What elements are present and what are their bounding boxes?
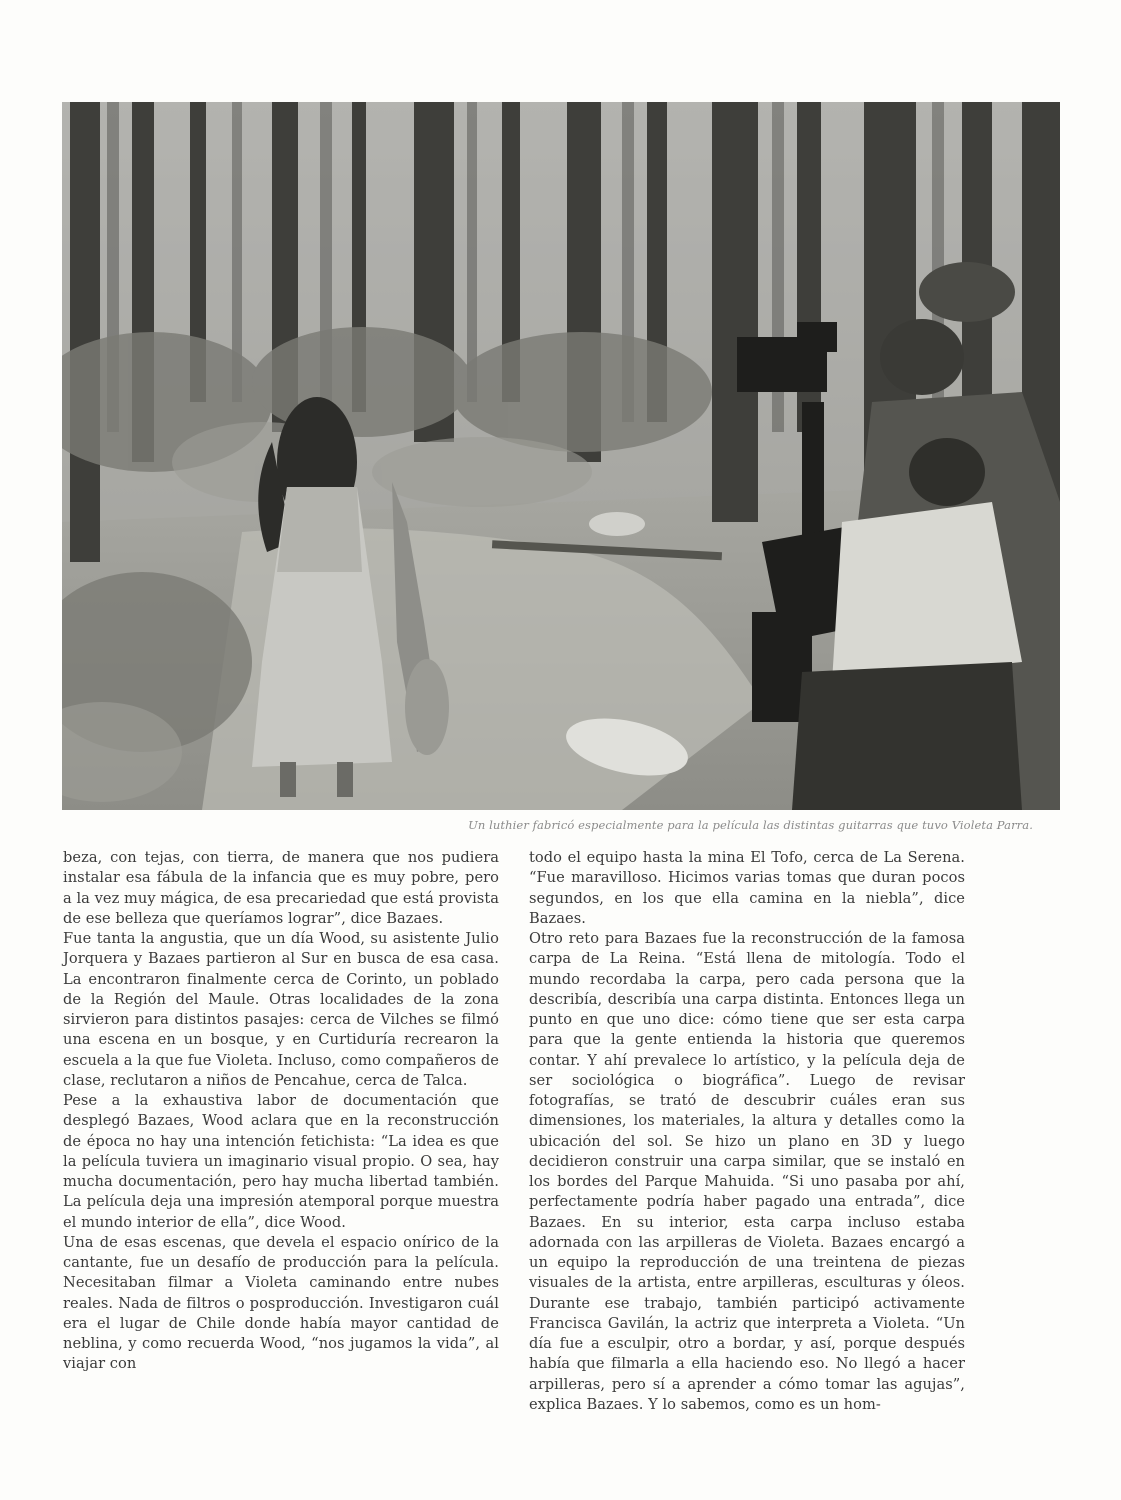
paragraph: todo el equipo hasta la mina El Tofo, cerca de La Serena. “Fue maravilloso. Hicimos varias tomas que duran pocos segundos, en los que ella camina en la niebla”, dice Bazaes.: [529, 849, 965, 927]
article-column-left: [63, 848, 499, 1375]
paragraph: beza, con tejas, con tierra, de manera que nos pudiera instalar esa fábula de la infancia que es muy pobre, pero a la vez muy mágica, de esa precariedad que está provista de ese belleza que queríamos lograr”, dice Bazaes.: [63, 849, 499, 927]
film-set-photo: [62, 102, 1060, 810]
paragraph: Pese a la exhaustiva labor de documentación que desplegó Bazaes, Wood aclara que en la reconstrucción de época no hay una intención fetichista: “La idea es que la película tuviera un imaginario visual propio. O sea, hay mucha documentación, pero hay mucha libertad también. La película deja una impresión atemporal porque muestra el mundo interior de ella”, dice Wood.: [63, 1092, 499, 1231]
paragraph: Otro reto para Bazaes fue la reconstrucción de la famosa carpa de La Reina. “Está llena de mitología. Todo el mundo recordaba la carpa, pero cada persona que la describía, describía una carpa distinta. Entonces llega un punto en que uno dice: cómo tiene que ser esta carpa para que la gente entienda la historia que queremos contar. Y ahí prevalece lo artístico, y la película deja de ser sociológica o biográfica”. Luego de revisar fotografías, se trató de descubrir cuáles eran sus dimensiones, los materiales, la altura y detalles como la ubicación del sol. Se hizo un plano en 3D y luego decidieron construir una carpa similar, que se instaló en los bordes del Parque Mahuida. “Si uno pasaba por ahí, perfectamente podría haber pagado una entrada”, dice Bazaes. En su interior, esta carpa incluso estaba adornada con las arpilleras de Violeta. Bazaes encargó a un equipo la reproducción de una treintena de piezas visuales de la artista, entre arpilleras, esculturas y óleos. Durante ese trabajo, también participó activamente Francisca Gavilán, la actriz que interpreta a Violeta. “Un día fue a esculpir, otro a bordar, y así, porque después había que filmarla a ella haciendo eso. No llegó a hacer arpilleras, pero sí a aprender a cómo tomar las agujas”, explica Bazaes. Y lo sabemos, como es un hom-: [529, 930, 965, 1413]
article-column-right: [529, 848, 965, 1415]
paragraph: Fue tanta la angustia, que un día Wood, su asistente Julio Jorquera y Bazaes partieron al Sur en busca de esa casa. La encontraron finalmente cerca de Corinto, un poblado de la Región del Maule. Otras localidades de la zona sirvieron para distintos pasajes: cerca de Vilches se filmó una escena en un bosque, y en Curtiduría recrearon la escuela a la que fue Violeta. Incluso, como compañeros de clase, reclutaron a niños de Pencahue, cerca de Talca.: [63, 930, 499, 1089]
paragraph: Una de esas escenas, que devela el espacio onírico de la cantante, fue un desafío de producción para la película. Necesitaban filmar a Violeta caminando entre nubes reales. Nada de filtros o posproducción. Investigaron cuál era el lugar de Chile donde había mayor cantidad de neblina, y como recuerda Wood, “nos jugamos la vida”, al viajar con: [63, 1233, 499, 1373]
photo-caption: Un luthier fabricó especialmente para la película las distintas guitarras que tuvo Violeta Parra.: [468, 818, 1033, 832]
